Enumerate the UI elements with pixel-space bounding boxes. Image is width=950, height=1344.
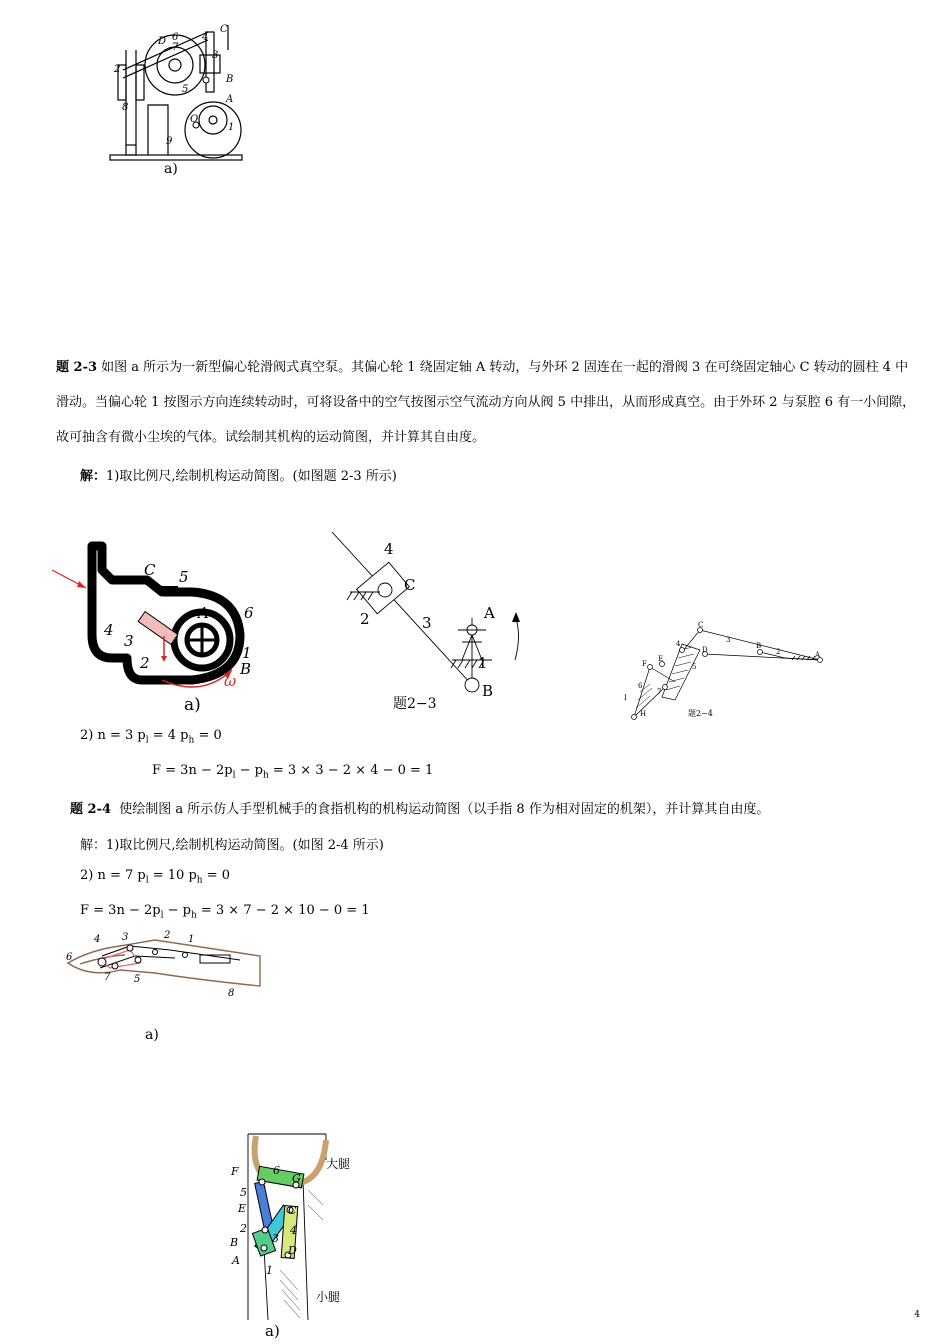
pump-label: 4	[104, 621, 114, 639]
problem-2-3-title: 题 2-3	[56, 360, 98, 375]
fig-top-label: 8	[122, 102, 129, 113]
knee-label: 2	[240, 1222, 247, 1235]
knee-thigh-label: 大腿	[326, 1157, 351, 1171]
page-number: 4	[914, 1310, 920, 1320]
knee-label: E	[238, 1202, 247, 1215]
figure-top-mechanism	[108, 20, 248, 165]
diagram-2-3-label: 3	[422, 614, 432, 632]
knee-label: 4	[290, 1224, 297, 1237]
solution-step1: 1)取比例尺,绘制机构运动简图。(如图 2-4 所示)	[106, 838, 384, 853]
finger-label: 2	[164, 930, 171, 941]
pump-label: 1	[242, 644, 252, 662]
fig-top-label: O	[190, 114, 199, 125]
omega-label: ω	[224, 672, 237, 690]
finger-label: 1	[188, 934, 195, 945]
fig-knee-caption: a)	[265, 1322, 280, 1340]
fig-pump-caption: a)	[184, 695, 201, 715]
problem-2-4-formula: $F = 3n - 2p_l - p_h = 3 \times 7 - 2 \times 10 - 0 = 1$	[80, 903, 370, 921]
figure-2-4-diagram	[620, 622, 830, 722]
fig-top-label: A	[226, 94, 234, 105]
problem-2-4-solution	[80, 834, 384, 853]
pump-label: 2	[140, 654, 150, 672]
problem-2-3-step2: 2) n = 3 $p_l = 4$ $p_h = 0$	[80, 728, 222, 746]
fig-top-caption: a)	[164, 161, 178, 177]
diagram-2-3-label: 2	[360, 610, 370, 628]
diagram-2-3-label: C	[404, 576, 416, 594]
pump-label: B	[240, 660, 252, 678]
problem-2-3-text: 如图 a 所示为一新型偏心轮滑阀式真空泵。其偏心轮 1 绕固定轴 A 转动，与外环 2 固连在一起的滑阀 3 在可绕固定轴心 C 转动的圆柱 4 中滑动。当偏心轮 1 按图示方向连续转动时，可将设备中的空气按图示空气流动方向从阀 5 中排出，从而形成真空。由于外环 2 与泵腔 6 有一小间隙，故可抽含有微小尘埃的气体。试绘制其机构的运动简图，并计算其自由度。	[56, 360, 916, 445]
knee-label: 6	[273, 1164, 280, 1177]
diagram-2-4-label: F	[642, 660, 647, 668]
fig-top-label: 3	[212, 50, 219, 61]
knee-label: A	[232, 1254, 240, 1267]
knee-label: C	[288, 1204, 297, 1217]
fig-finger-caption: a)	[145, 1027, 159, 1043]
pump-label: 5	[179, 568, 189, 586]
problem-2-4-title: 题 2-4	[70, 802, 112, 817]
diagram-2-4-label: A	[815, 651, 821, 659]
pump-label: C	[144, 561, 156, 579]
pump-label: 6	[244, 604, 254, 622]
knee-label: 5	[240, 1186, 247, 1199]
fig-top-label: D	[158, 36, 167, 47]
finger-label: 3	[122, 932, 129, 943]
fig-2-4-caption: 题2−4	[688, 709, 713, 718]
diagram-2-4-label: 3	[726, 636, 731, 644]
diagram-2-4-label: 5	[692, 663, 697, 671]
fig-top-label: B	[226, 74, 234, 85]
knee-label: B	[230, 1236, 239, 1249]
figure-2-3-diagram	[330, 530, 530, 710]
problem-2-4-paragraph	[70, 798, 769, 817]
fig-top-label: 1	[228, 122, 235, 133]
figure-finger	[60, 928, 265, 1000]
solution-step1: 1)取比例尺,绘制机构运动简图。(如图题 2-3 所示)	[106, 469, 397, 484]
diagram-2-3-label: 1	[478, 654, 488, 672]
fig-top-label: 4	[202, 32, 209, 43]
problem-2-4-step2: 2) n = 7 $p_l = 10$ $p_h = 0$	[80, 868, 231, 886]
solution-label: 解：	[80, 838, 107, 853]
fig-top-label: 6	[172, 32, 179, 43]
diagram-2-4-label: D	[702, 646, 708, 654]
knee-label: G	[292, 1172, 301, 1185]
problem-2-3-solution	[80, 465, 397, 484]
diagram-2-4-label: C	[698, 621, 704, 629]
diagram-2-4-label: H	[640, 710, 647, 718]
fig-top-label: C	[220, 24, 228, 35]
diagram-2-4-label: B	[756, 642, 762, 650]
finger-label: 7	[104, 972, 111, 983]
knee-label: F	[231, 1165, 239, 1178]
diagram-2-3-label: 4	[384, 540, 394, 558]
knee-label: 3	[272, 1232, 279, 1245]
finger-label: 4	[94, 934, 101, 945]
pump-label: A	[198, 604, 209, 622]
knee-shank-label: 小腿	[316, 1290, 341, 1304]
problem-2-3-paragraph	[56, 350, 920, 455]
diagram-2-3-label: A	[484, 604, 495, 622]
finger-label: 6	[66, 952, 73, 963]
knee-label: 1	[266, 1264, 273, 1277]
fig-top-label: 2	[114, 64, 121, 75]
finger-label: 5	[134, 974, 141, 985]
problem-2-4-text: 使绘制图 a 所示仿人手型机械手的食指机构的机构运动简图（以手指 8 作为相对固定的机架），并计算其自由度。	[119, 802, 770, 817]
diagram-2-4-label: 4	[676, 640, 681, 648]
finger-label: 8	[228, 988, 235, 999]
diagram-2-4-label: 6	[638, 682, 643, 690]
fig-2-3-caption: 题2−3	[393, 696, 437, 712]
fig-top-label: 7	[172, 42, 179, 53]
figure-pump	[52, 540, 267, 690]
diagram-2-3-label: B	[482, 682, 494, 700]
fig-top-label: 9	[166, 136, 173, 147]
diagram-2-4-label: 2	[776, 648, 781, 656]
diagram-2-4-label: I	[624, 694, 627, 702]
diagram-2-4-label: E	[658, 655, 664, 663]
pump-label: 3	[124, 632, 134, 650]
diagram-2-4-label: 7	[657, 688, 662, 696]
fig-top-label: 5	[182, 84, 189, 95]
solution-label: 解：	[80, 469, 107, 484]
problem-2-3-formula: $F = 3n - 2p_l - p_h = 3 \times 3 - 2 \times 4 - 0 = 1$	[152, 763, 434, 781]
knee-label: D	[288, 1244, 297, 1257]
